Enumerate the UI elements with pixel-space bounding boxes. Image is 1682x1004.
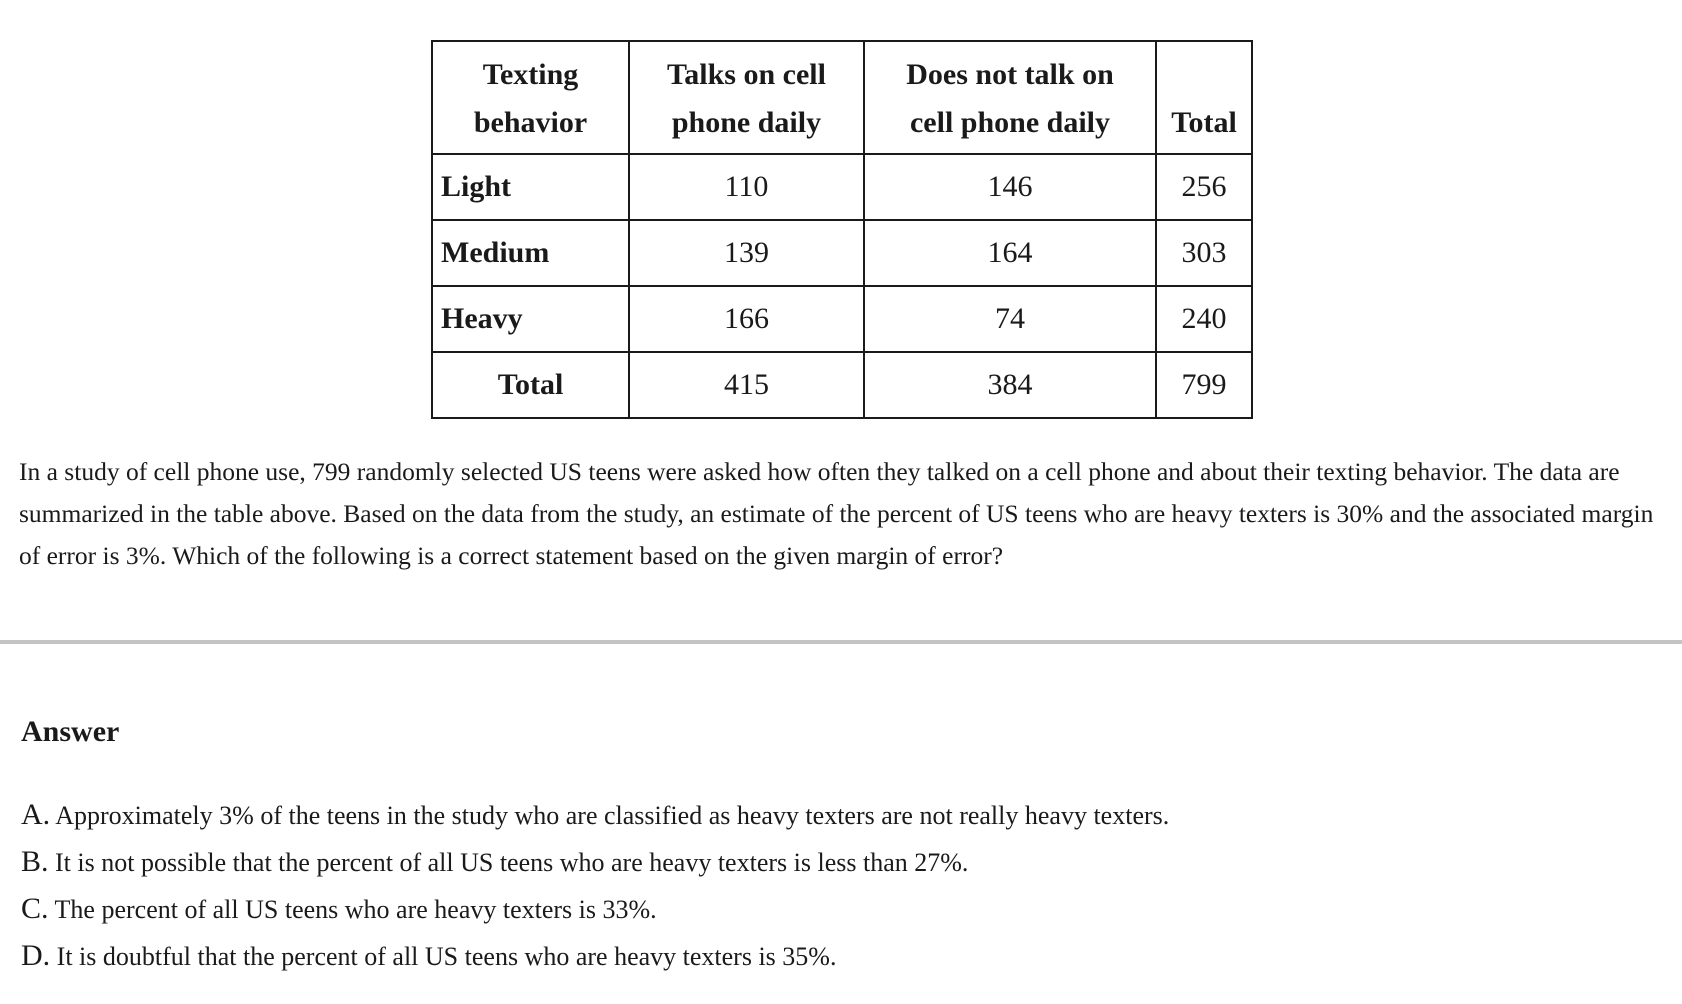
option-text: Approximately 3% of the teens in the study who are classified as heavy texters are not really heavy texters. (55, 801, 1170, 830)
option-b[interactable] (21, 839, 1169, 886)
header-talks-daily (629, 41, 864, 154)
row-label: Total (432, 352, 629, 418)
option-letter: A. (21, 798, 51, 831)
table-row (432, 220, 1252, 286)
table-row (432, 286, 1252, 352)
table-cell: 303 (1156, 220, 1252, 286)
header-line: cell phone daily (909, 106, 1111, 139)
header-line: Total (1171, 106, 1237, 139)
option-text: The percent of all US teens who are heavy texters is 33%. (54, 895, 657, 924)
row-label: Medium (432, 220, 629, 286)
row-label: Light (432, 154, 629, 220)
option-letter: C. (21, 892, 49, 925)
table-cell: 256 (1156, 154, 1252, 220)
table-cell: 110 (629, 154, 864, 220)
option-letter: B. (21, 845, 49, 878)
table-total-row (432, 352, 1252, 418)
question-text: In a study of cell phone use, 799 randomly selected US teens were asked how often they talked on a cell phone and about their texting behavior. The data are summarized in the table above. Based on the data from the study, an estimate of the percent of US teens who are heavy texters is 30% and the associated margin of error is 3%. Which of the following is a correct statement based on the given margin of error? (19, 457, 1654, 570)
header-line: Talks on cell (667, 58, 826, 91)
header-line: behavior (473, 106, 588, 139)
table-cell: 166 (629, 286, 864, 352)
option-c[interactable] (21, 886, 1169, 933)
header-texting-behavior (432, 41, 629, 154)
option-d[interactable] (21, 933, 1169, 980)
table-row (432, 154, 1252, 220)
table-cell: 240 (1156, 286, 1252, 352)
table-header-row (432, 41, 1252, 154)
table-cell: 146 (864, 154, 1156, 220)
header-line: Does not talk on (906, 58, 1114, 91)
option-text: It is not possible that the percent of all US teens who are heavy texters is less than 27%. (55, 848, 969, 877)
answer-heading: Answer (21, 715, 120, 748)
row-label: Heavy (432, 286, 629, 352)
header-does-not-talk-daily (864, 41, 1156, 154)
table-cell: 384 (864, 352, 1156, 418)
header-total (1156, 41, 1252, 154)
table-cell: 415 (629, 352, 864, 418)
answer-options (21, 792, 1169, 980)
table-cell: 139 (629, 220, 864, 286)
table-cell: 164 (864, 220, 1156, 286)
header-line: Texting (482, 58, 579, 91)
header-line: phone daily (671, 106, 822, 139)
option-a[interactable] (21, 792, 1169, 839)
two-way-table (431, 40, 1253, 419)
option-text: It is doubtful that the percent of all US teens who are heavy texters is 35%. (56, 942, 837, 971)
option-letter: D. (21, 939, 51, 972)
table-cell: 799 (1156, 352, 1252, 418)
section-divider (0, 640, 1682, 644)
table-cell: 74 (864, 286, 1156, 352)
